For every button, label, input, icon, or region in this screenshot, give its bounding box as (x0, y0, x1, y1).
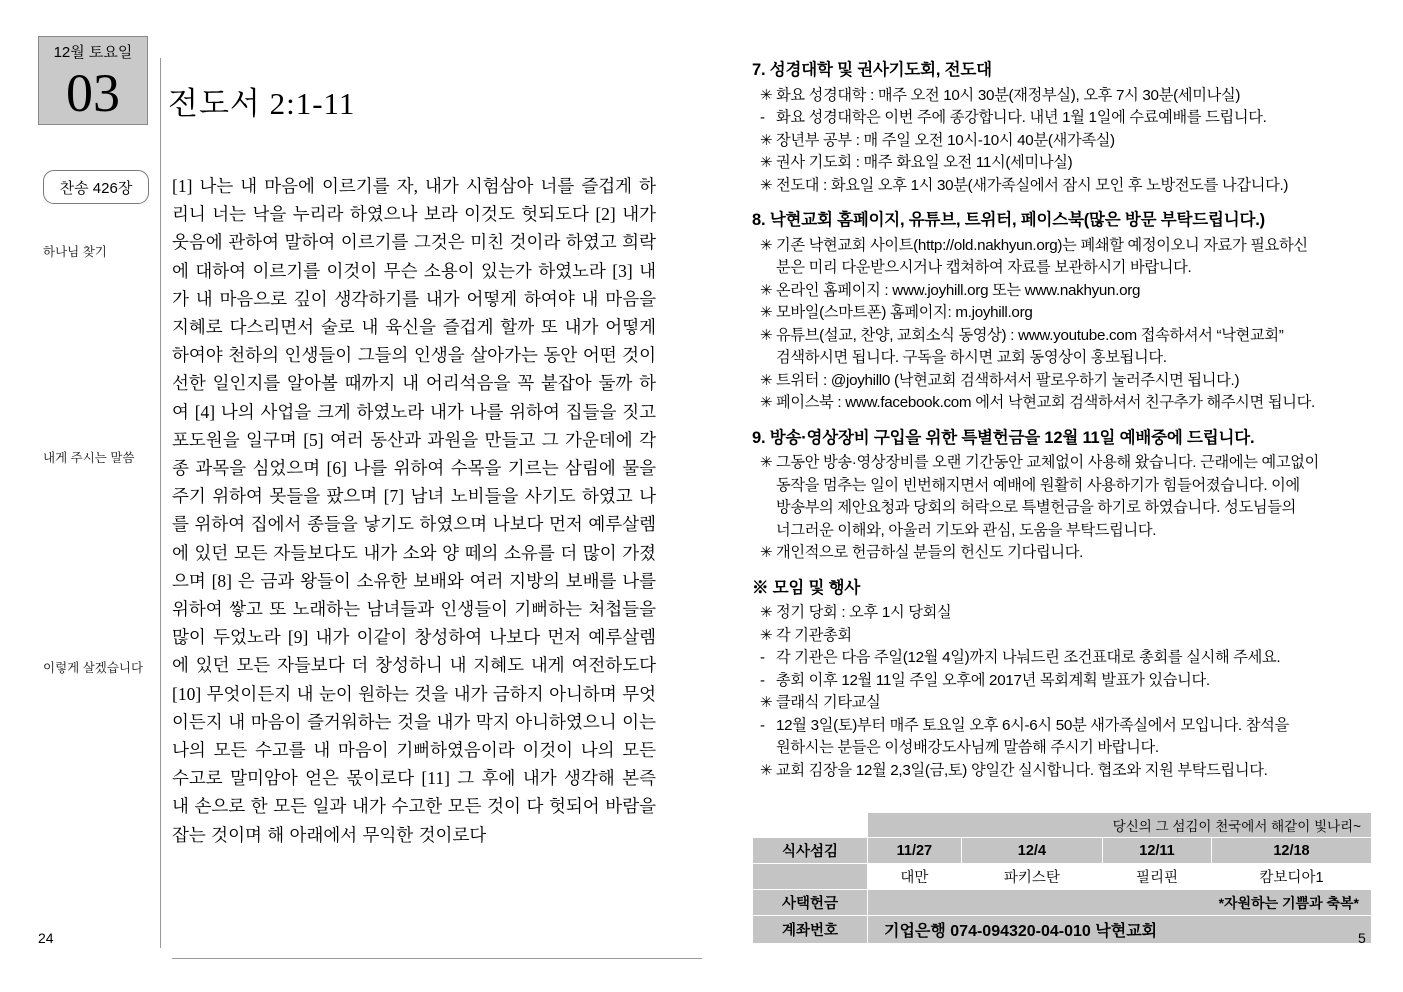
bullet-icon: ✳ (760, 281, 773, 299)
bullet-icon: ✳ (760, 761, 773, 779)
list-item (752, 670, 1370, 692)
dash-icon: - (760, 671, 765, 689)
list-item-label: 화요 성경대학 : 매주 오전 10시 30분(재정부실), 오후 7시 30분(세미나실) (776, 86, 1241, 104)
list-item-label: 모바일(스마트폰) 홈페이지: m.joyhill.org (776, 304, 1033, 321)
row-label-account-number: 계좌번호 (753, 916, 868, 944)
section-special-offering (752, 428, 1370, 564)
list-item (752, 452, 1370, 474)
page-number-left: 24 (38, 930, 54, 946)
list-item (752, 302, 1370, 324)
list-item-label: 각 기관총회 (776, 626, 852, 644)
list-item-label: 클래식 기타교실 (776, 694, 881, 711)
list-item-continuation: 동작을 멈추는 일이 빈번해지면서 예배에 원활히 사용하기가 힘들어졌습니다. 이에 (776, 476, 1300, 494)
spacer-cell (753, 813, 868, 838)
list-item (752, 760, 1370, 782)
table-header-date: 12/11 (1103, 838, 1212, 864)
section-items (752, 85, 1370, 197)
bullet-icon: ✳ (760, 326, 773, 344)
bullet-icon: ✳ (760, 304, 773, 321)
bullet-icon: ✳ (760, 544, 773, 561)
list-item-label: 그동안 방송·영상장비를 오랜 기간동안 교체없이 사용해 왔습니다. 근래에는 예고없이 (776, 454, 1320, 471)
list-item-label: 교회 김장을 12월 2,3일(금,토) 양일간 실시합니다. 협조와 지원 부탁드립니다. (776, 761, 1268, 779)
scripture-title: 전도서 2:1-11 (168, 86, 356, 121)
bullet-icon: ✳ (760, 454, 773, 471)
bullet-icon: ✳ (760, 371, 773, 389)
list-item (752, 647, 1370, 669)
section-bible-college (752, 60, 1370, 196)
table-cell-country: 캄보디아1 (1211, 864, 1371, 890)
section-heading: 7. 성경대학 및 권사기도회, 전도대 (752, 61, 992, 79)
section-heading: 9. 방송·영상장비 구입을 위한 특별헌금을 12월 11일 예배중에 드립니다. (752, 428, 1255, 447)
list-item-label: 권사 기도회 : 매주 화요일 오전 11시(세미나실) (776, 154, 1073, 171)
bottom-rule (172, 958, 702, 959)
right-page (752, 60, 1370, 790)
column-divider (160, 58, 161, 948)
table-header-date: 12/18 (1211, 838, 1371, 864)
section-events (752, 578, 1370, 782)
section-items (752, 235, 1370, 414)
list-item-label: 장년부 공부 : 매 주일 오전 10시-10시 40분(새가족실) (776, 131, 1115, 149)
list-item (752, 715, 1370, 737)
section-items (752, 602, 1370, 781)
table-row (753, 864, 1372, 890)
list-item (752, 542, 1370, 564)
hymn-badge: 찬송 426장 (43, 170, 149, 204)
date-number: 03 (38, 64, 148, 125)
table-cell-country: 파키스탄 (961, 864, 1102, 890)
list-item (752, 107, 1370, 129)
dash-icon: - (760, 109, 765, 126)
list-item-continuation: 분은 미리 다운받으시거나 캡쳐하여 자료를 보관하시기 바랍니다. (776, 259, 1192, 276)
table-cell-country: 대만 (868, 864, 962, 890)
bullet-icon: ✳ (760, 694, 773, 711)
side-note-word-for-me: 내게 주시는 말씀 (43, 451, 135, 465)
dash-icon: - (760, 716, 765, 734)
bullet-icon: ✳ (760, 176, 773, 194)
bullet-icon: ✳ (760, 626, 773, 644)
bullet-icon: ✳ (760, 86, 773, 104)
row-label-meal-service: 식사섬김 (753, 838, 868, 864)
list-item-continuation: 원하시는 분들은 이성배강도사님께 말씀해 주시기 바랍니다. (776, 739, 1159, 756)
section-heading: ※ 모임 및 행사 (752, 578, 861, 597)
list-item-continuation: 너그러운 이해와, 아울러 기도와 관심, 도움을 부탁드립니다. (776, 521, 1157, 539)
dash-icon: - (760, 649, 765, 666)
list-item-continuation: 검색하시면 됩니다. 구독을 하시면 교회 동영상이 홍보됩니다. (776, 349, 1167, 366)
list-item (752, 85, 1370, 107)
offering-table (752, 812, 1372, 944)
volunteer-note: *자원하는 기쁨과 축복* (868, 890, 1372, 916)
list-item-label: 정기 당회 : 오후 1시 당회실 (776, 604, 952, 621)
blessing-note: 당신의 그 섬김이 천국에서 해같이 빛나리~ (868, 813, 1372, 838)
section-online-channels (752, 210, 1370, 414)
list-item-label: 전도대 : 화요일 오후 1시 30분(새가족실에서 잠시 모인 후 노방전도를 나갑니다.) (776, 176, 1289, 194)
list-item (752, 325, 1370, 347)
offering-table-wrap (752, 812, 1372, 944)
side-note-live-this-way: 이렇게 살겠습니다 (43, 661, 144, 675)
list-item (752, 392, 1370, 414)
list-item-label: 각 기관은 다음 주일(12월 4일)까지 나눠드린 조건표대로 총회를 실시해 주세요. (776, 649, 1281, 666)
list-item-label: 12월 3일(토)부터 매주 토요일 오후 6시-6시 50분 새가족실에서 모입니다. 참석을 (776, 716, 1289, 734)
list-item (752, 235, 1370, 257)
list-item (752, 602, 1370, 624)
table-row (753, 813, 1372, 838)
list-item (752, 370, 1370, 392)
bullet-icon: ✳ (760, 154, 773, 171)
list-item (752, 130, 1370, 152)
page-number-right: 5 (1358, 930, 1366, 946)
side-note-seek-god: 하나님 찾기 (43, 245, 107, 259)
date-label: 12월 토요일 (38, 36, 148, 64)
list-item-label: 유튜브(설교, 찬양, 교회소식 동영상) : www.youtube.com 접속하셔서 “낙현교회” (776, 326, 1284, 344)
table-header-date: 12/4 (961, 838, 1102, 864)
list-item-label: 개인적으로 헌금하실 분들의 헌신도 기다립니다. (776, 544, 1084, 561)
date-block (38, 36, 148, 125)
left-page (38, 30, 658, 950)
list-item-label: 기존 낙현교회 사이트(http://old.nakhyun.org)는 폐쇄할 예정이오니 자료가 필요하신 (776, 236, 1308, 254)
bullet-icon: ✳ (760, 394, 773, 411)
list-item-label: 화요 성경대학은 이번 주에 종강합니다. 내년 1월 1일에 수료예배를 드립니다. (776, 109, 1267, 126)
table-row (753, 890, 1372, 916)
list-item-label: 온라인 홈페이지 : www.joyhill.org 또는 www.nakhyun.org (776, 281, 1141, 299)
list-item-label: 총회 이후 12월 11일 주일 오후에 2017년 목회계획 발표가 있습니다. (776, 671, 1210, 689)
table-row (753, 916, 1372, 944)
list-item (752, 280, 1370, 302)
list-item-label: 트위터 : @joyhill0 (낙현교회 검색하셔서 팔로우하기 눌러주시면 됩니다.) (776, 371, 1240, 389)
row-label-spacer (753, 864, 868, 890)
list-item (752, 152, 1370, 174)
list-item-continuation: 방송부의 제안요청과 당회의 허락으로 특별헌금을 하기로 하였습니다. 성도님들의 (776, 499, 1296, 516)
table-cell-country: 필리핀 (1103, 864, 1212, 890)
list-item (752, 175, 1370, 197)
list-item (752, 625, 1370, 647)
scripture-body: [1] 나는 내 마음에 이르기를 자, 내가 시험삼아 너를 즐겁게 하리니 너는 낙을 누리라 하였으나 보라 이것도 헛되도다 [2] 내가 웃음에 관하여 말하여 이르기를 그것은 미친 것이라 하였고 희락에 대하여 이르기를 이것이 무슨 소용이 있는가 하였노라 [3] 내가 내 마음으로 깊이 생각하기를 내가 어떻게 하여야 내 마음을 지혜로 다스리면서 술로 내 육신을 즐겁게 할까 또 내가 어떻게 하여야 천하의 인생들이 그들의 인생을 살아가는 동안 어떤 것이 선한 일인지를 알아볼 때까지 내 어리석음을 꼭 붙잡아 둘까 하여 [4] 나의 사업을 크게 하였노라 내가 나를 위하여 집들을 짓고 포도원을 일구며 [5] 여러 동산과 과원을 만들고 그 가운데에 각종 과목을 심었으며 [6] 나를 위하여 수목을 기르는 삼림에 물을 주기 위하여 못들을 팠으며 [7] 남녀 노비들을 사기도 하였고 나를 위하여 집에서 종들을 낳기도 하였으며 나보다 먼저 예루살렘에 있던 모든 자들보다도 내가 소와 양 떼의 소유를 더 많이 가졌으며 [8] 은 금과 왕들이 소유한 보배와 여러 지방의 보배를 나를 위하여 쌓고 또 노래하는 남녀들과 인생들이 기뻐하는 처첩들을 많이 두었노라 [9] 내가 이같이 창성하여 나보다 먼저 예루살렘에 있던 모든 자들보다 더 창성하니 내 지혜도 내게 여전하도다 [10] 무엇이든지 내 눈이 원하는 것을 내가 금하지 아니하며 무엇이든지 내 마음이 즐거워하는 것을 내가 막지 아니하였으니 이는 나의 모든 수고를 내 마음이 기뻐하였음이라 이것이 나의 모든 수고로 말미암아 얻은 몫이로다 [11] 그 후에 내가 생각해 본즉 내 손으로 한 모든 일과 내가 수고한 모든 것이 다 헛되어 바람을 잡는 것이며 해 아래에서 무익한 것이로다 (172, 176, 656, 845)
bullet-icon: ✳ (760, 236, 773, 254)
bullet-icon: ✳ (760, 131, 773, 149)
table-header-date: 11/27 (868, 838, 962, 864)
list-item (752, 692, 1370, 714)
section-items (752, 452, 1370, 564)
table-row (753, 838, 1372, 864)
row-label-parsonage-offering: 사택헌금 (753, 890, 868, 916)
section-heading: 8. 낙현교회 홈페이지, 유튜브, 트위터, 페이스북(많은 방문 부탁드립니다.) (752, 211, 1265, 229)
bank-account-value: 기업은행 074-094320-04-010 낙현교회 (868, 916, 1372, 944)
list-item-label: 페이스북 : www.facebook.com 에서 낙현교회 검색하셔서 친구추가 해주시면 됩니다. (776, 394, 1315, 411)
bullet-icon: ✳ (760, 604, 773, 621)
